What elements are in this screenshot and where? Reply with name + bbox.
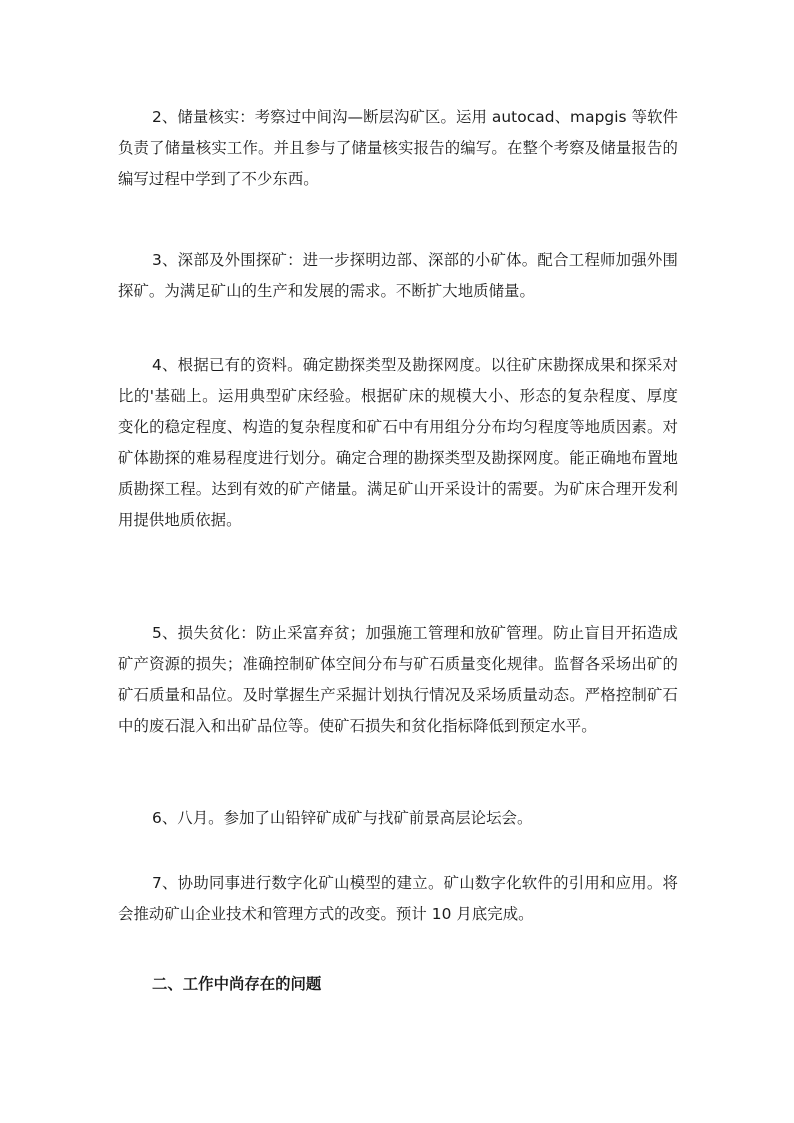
paragraph-digital-mine-model: 7、协助同事进行数字化矿山模型的建立。矿山数字化软件的引用和应用。将会推动矿山企业技术和管理方式的改变。预计 10 月底完成。 [118,874,678,923]
paragraph-reserve-verification: 2、储量核实：考察过中间沟—断层沟矿区。运用 autocad、mapgis 等软件负责了储量核实工作。并且参与了储量核实报告的编写。在整个考察及储量报告的编写过程中学到了不少东西。 [118,108,678,188]
paragraph-august-forum: 6、八月。参加了山铅锌矿成矿与找矿前景高层论坛会。 [152,809,533,827]
paragraph-loss-dilution: 5、损失贫化：防止采富弃贫；加强施工管理和放矿管理。防止盲目开拓造成矿产资源的损失；准确控制矿体空间分布与矿石质量变化规律。监督各采场出矿的矿石质量和品位。及时掌握生产采掘计划执行情况及采场质量动态。严格控制矿石中的废石混入和出矿品位等。使矿石损失和贫化指标降低到预定水平。 [118,624,678,735]
paragraph-deep-exploration: 3、深部及外围探矿：进一步探明边部、深部的小矿体。配合工程师加强外围探矿。为满足矿山的生产和发展的需求。不断扩大地质储量。 [118,251,678,300]
section-heading: 二、工作中尚存在的问题 [152,975,322,993]
paragraph-exploration-type: 4、根据已有的资料。确定勘探类型及勘探网度。以往矿床勘探成果和探采对比的'基础上。运用典型矿床经验。根据矿床的规模大小、形态的复杂程度、厚度变化的稳定程度、构造的复杂程度和矿石中有用组分分布均匀程度等地质因素。对矿体勘探的难易程度进行划分。确定合理的勘探类型及勘探网度。能正确地布置地质勘探工程。达到有效的矿产储量。满足矿山开采设计的需要。为矿床合理开发利用提供地质依据。 [118,356,678,529]
